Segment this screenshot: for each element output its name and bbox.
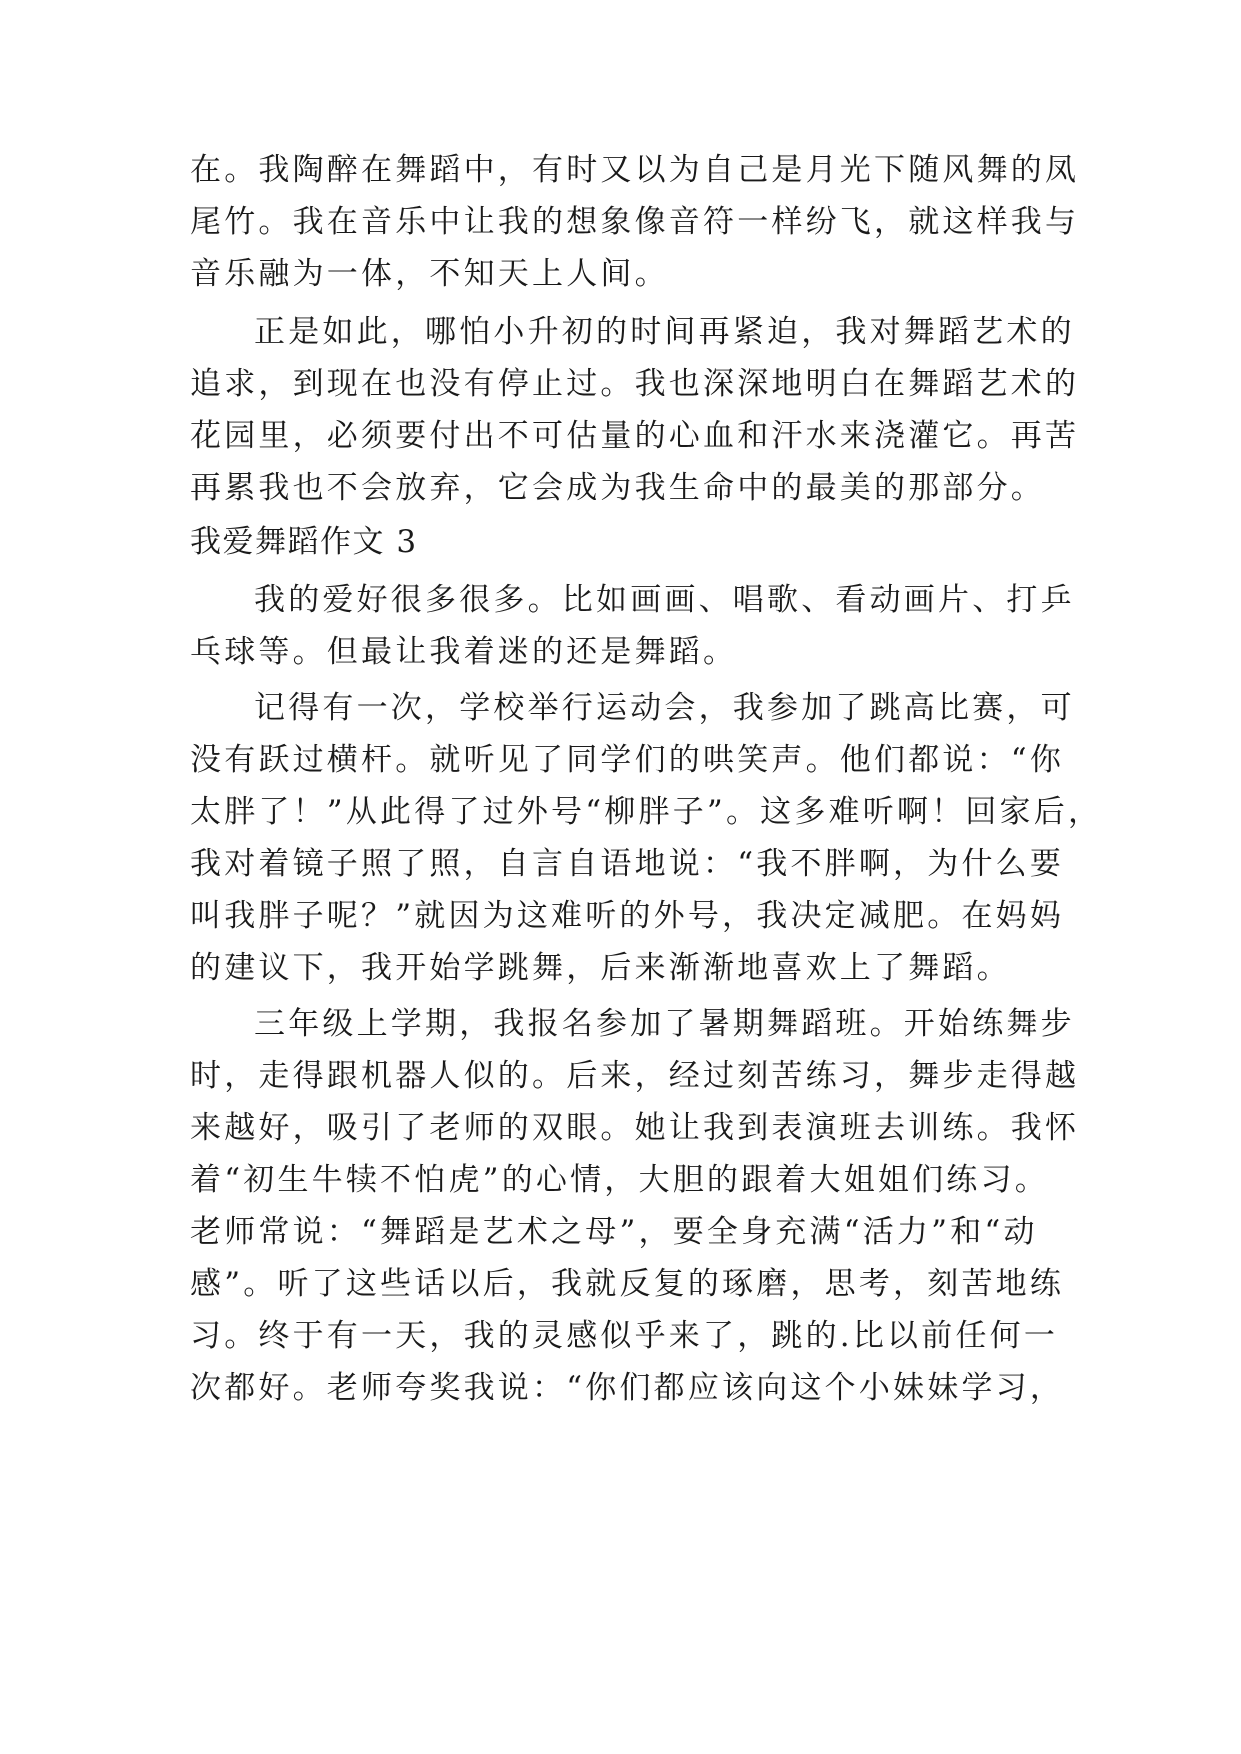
paragraph-first-line: 正是如此，哪怕小升初的时间再紧迫，我对舞蹈艺术的 xyxy=(254,314,1075,350)
body-line: 乓球等。但最让我着迷的还是舞蹈。 xyxy=(190,634,738,670)
body-line: 来越好，吸引了老师的双眼。她让我到表演班去训练。我怀 xyxy=(190,1110,1080,1146)
body-line: 在。我陶醉在舞蹈中，有时又以为自己是月光下随风舞的凤 xyxy=(190,152,1080,188)
section-title: 我爱舞蹈作文 3 xyxy=(190,524,418,560)
body-line: 尾竹。我在音乐中让我的想象像音符一样纷飞，就这样我与 xyxy=(190,204,1080,240)
body-line: 时，走得跟机器人似的。后来，经过刻苦练习，舞步走得越 xyxy=(190,1058,1080,1094)
body-line: 追求，到现在也没有停止过。我也深深地明白在舞蹈艺术的 xyxy=(190,366,1080,402)
body-line: 我对着镜子照了照，自言自语地说：“我不胖啊，为什么要 xyxy=(190,846,1065,882)
body-line: 叫我胖子呢？”就因为这难听的外号，我决定减肥。在妈妈 xyxy=(190,898,1065,934)
body-line: 音乐融为一体，不知天上人间。 xyxy=(190,256,669,292)
body-line: 次都好。老师夸奖我说：“你们都应该向这个小妹妹学习， xyxy=(190,1370,1065,1406)
paragraph-first-line: 记得有一次，学校举行运动会，我参加了跳高比赛，可 xyxy=(254,690,1075,726)
body-line: 老师常说：“舞蹈是艺术之母”，要全身充满“活力”和“动 xyxy=(190,1214,1038,1250)
paragraph-first-line: 三年级上学期，我报名参加了暑期舞蹈班。开始练舞步 xyxy=(254,1006,1075,1042)
body-line: 没有跃过横杆。就听见了同学们的哄笑声。他们都说：“你 xyxy=(190,742,1065,778)
body-line: 的建议下，我开始学跳舞，后来渐渐地喜欢上了舞蹈。 xyxy=(190,950,1011,986)
body-line: 太胖了！”从此得了过外号“柳胖子”。这多难听啊！回家后， xyxy=(190,794,1103,830)
body-line: 着“初生牛犊不怕虎”的心情，大胆的跟着大姐姐们练习。 xyxy=(190,1162,1049,1198)
paragraph-first-line: 我的爱好很多很多。比如画画、唱歌、看动画片、打乒 xyxy=(254,582,1075,618)
body-line: 花园里，必须要付出不可估量的心血和汗水来浇灌它。再苦 xyxy=(190,418,1080,454)
body-line: 习。终于有一天，我的灵感似乎来了，跳的.比以前任何一 xyxy=(190,1318,1059,1354)
body-line: 感”。听了这些话以后，我就反复的琢磨，思考，刻苦地练 xyxy=(190,1266,1065,1302)
body-line: 再累我也不会放弃，它会成为我生命中的最美的那部分。 xyxy=(190,470,1045,506)
